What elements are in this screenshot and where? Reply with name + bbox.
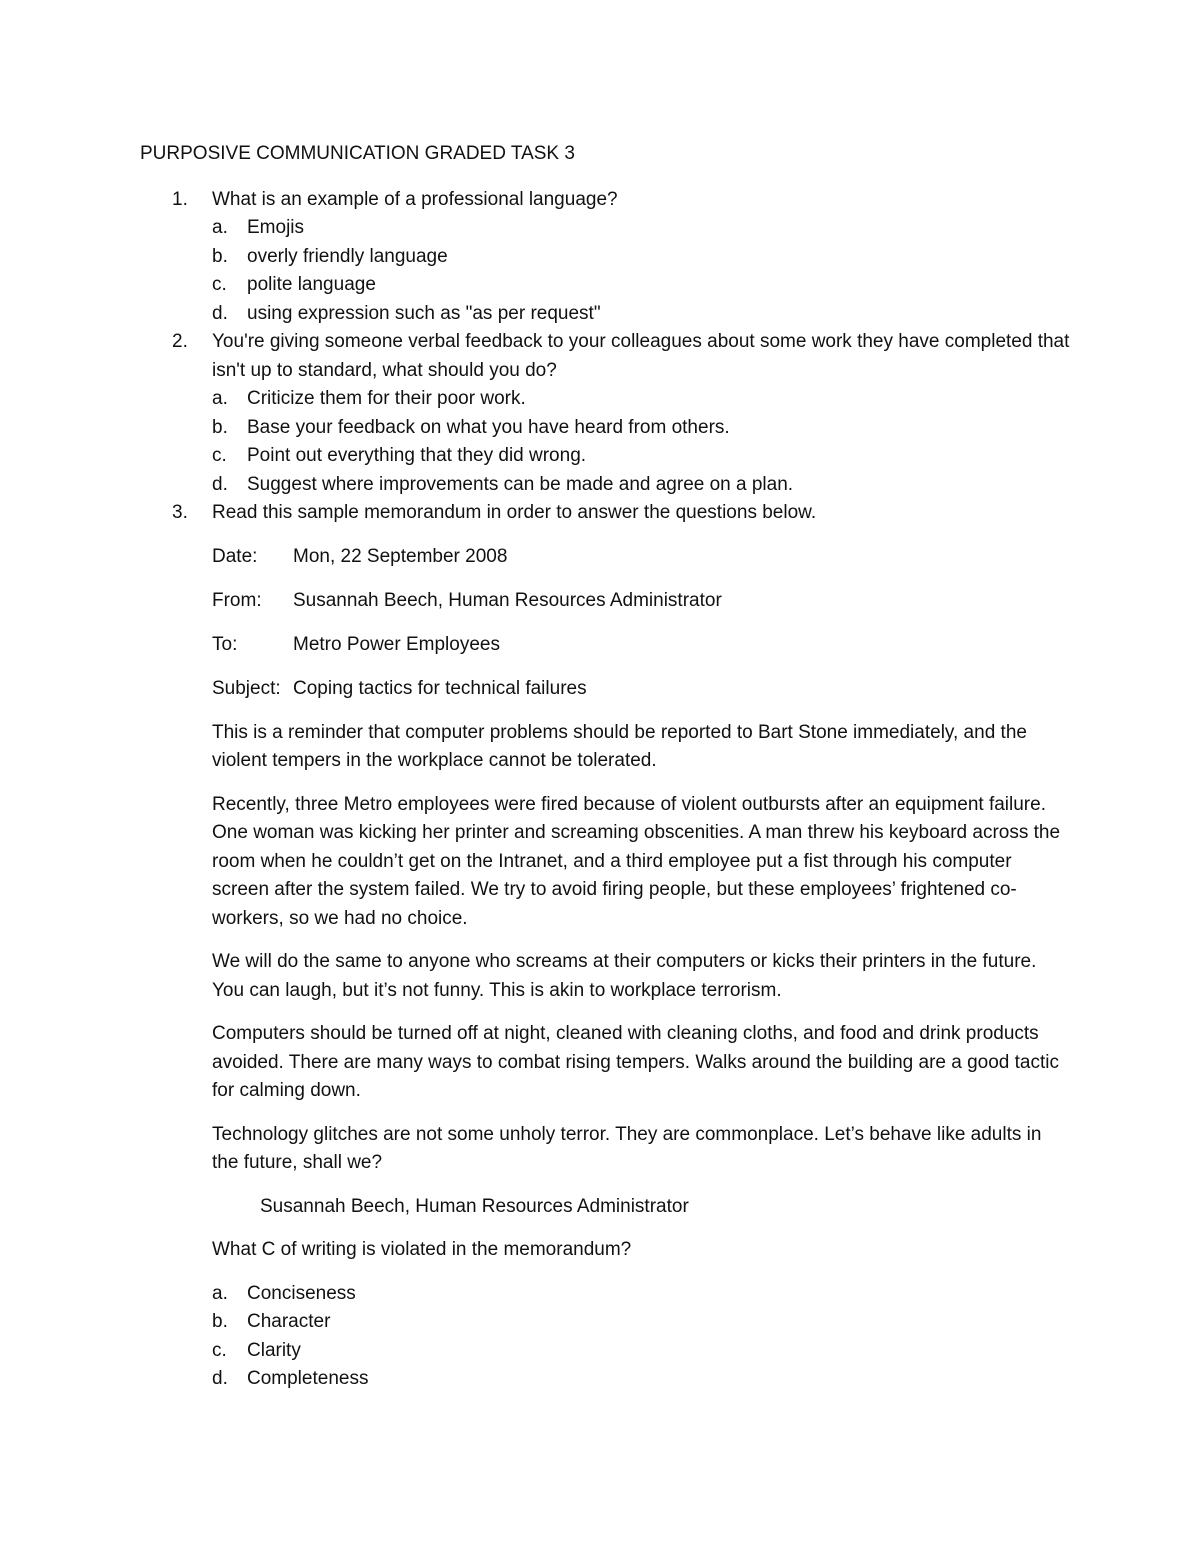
option-letter: b. [212,1311,228,1332]
memo-from-row [212,587,1070,616]
option-text: Conciseness [247,1282,356,1304]
question-number: 2. [172,331,188,352]
memo-signature: Susannah Beech, Human Resources Administrator [260,1195,689,1217]
memo-to-row [212,631,1070,660]
option-letter: d. [212,473,228,495]
question-3 [140,499,1070,1394]
memo-paragraph: We will do the same to anyone who screams at their computers or kicks their printers in the future. You can laugh, but it’s not funny. This is akin to workplace terrorism. [212,951,1037,1001]
option-d [212,300,1070,329]
followup-option-list [212,1280,1070,1394]
memo-date-value: Mon, 22 September 2008 [293,545,508,567]
option-text: Clarity [247,1339,301,1361]
option-letter: b. [212,245,228,267]
option-a [212,1280,1070,1309]
document-title: PURPOSIVE COMMUNICATION GRADED TASK 3 [140,143,575,164]
memo-paragraph: Recently, three Metro employees were fired because of violent outbursts after an equipment failure. One woman was kicking her printer and screaming obscenities. A man threw his keyboard across the room when he couldn’t get on the Intranet, and a third employee put a fist through his computer screen after the system failed. We try to avoid firing people, but these employees’ frightened co-workers, so we had no choice. [212,793,1061,929]
memo-subject-value: Coping tactics for technical failures [293,677,587,699]
option-text: Completeness [247,1368,369,1389]
memorandum [212,543,1070,1222]
option-c [212,271,1070,300]
option-letter: c. [212,1339,227,1361]
option-letter: c. [212,445,227,466]
memo-paragraph: Technology glitches are not some unholy terror. They are commonplace. Let’s behave like adults in the future, shall we? [212,1123,1042,1173]
option-letter: a. [212,388,228,409]
option-d [212,1365,1070,1394]
option-text: Criticize them for their poor work. [247,388,526,409]
question-2 [140,328,1070,499]
memo-to-label: To: [212,633,238,655]
memo-date-row [212,543,1070,572]
followup-question: What C of writing is violated in the memorandum? [212,1239,632,1260]
question-text: Read this sample memorandum in order to answer the questions below. [212,502,817,523]
option-letter: a. [212,1282,228,1304]
option-text: Base your feedback on what you have heard from others. [247,416,730,438]
memo-subject-row [212,675,1070,704]
option-text: Suggest where improvements can be made and agree on a plan. [247,473,794,495]
option-b [212,243,1070,272]
question-list [140,186,1070,1394]
option-c [212,442,1070,471]
option-letter: b. [212,416,228,438]
memo-from-value: Susannah Beech, Human Resources Administrator [293,589,722,611]
option-text: Character [247,1311,331,1332]
option-list [212,214,1070,328]
option-text: polite language [247,274,376,295]
option-text: Emojis [247,217,305,238]
option-a [212,385,1070,414]
option-letter: d. [212,302,228,324]
question-number: 1. [172,188,188,210]
option-a [212,214,1070,243]
question-text: What is an example of a professional language? [212,188,618,210]
question-number: 3. [172,502,188,523]
memo-subject-label: Subject: [212,677,281,699]
option-d [212,471,1070,500]
memo-to-value: Metro Power Employees [293,633,500,655]
option-text: using expression such as "as per request" [247,302,601,324]
option-text: overly friendly language [247,245,448,267]
memo-paragraph: This is a reminder that computer problems should be reported to Bart Stone immediately, and the violent tempers in the workplace cannot be tolerated. [212,721,1027,771]
question-text: You're giving someone verbal feedback to your colleagues about some work they have completed that isn't up to standard, what should you do? [212,331,1070,381]
option-letter: c. [212,274,227,295]
option-text: Point out everything that they did wrong. [247,445,587,466]
question-1 [140,186,1070,329]
option-b [212,414,1070,443]
option-list [212,385,1070,499]
memo-from-label: From: [212,589,262,611]
option-b [212,1308,1070,1337]
option-letter: a. [212,217,228,238]
document-body [140,140,1070,1394]
memo-paragraph: Computers should be turned off at night, cleaned with cleaning cloths, and food and drink products avoided. There are many ways to combat rising tempers. Walks around the building are a good tactic for calming down. [212,1023,1059,1101]
option-c [212,1337,1070,1366]
memo-date-label: Date: [212,545,258,567]
option-letter: d. [212,1368,228,1389]
